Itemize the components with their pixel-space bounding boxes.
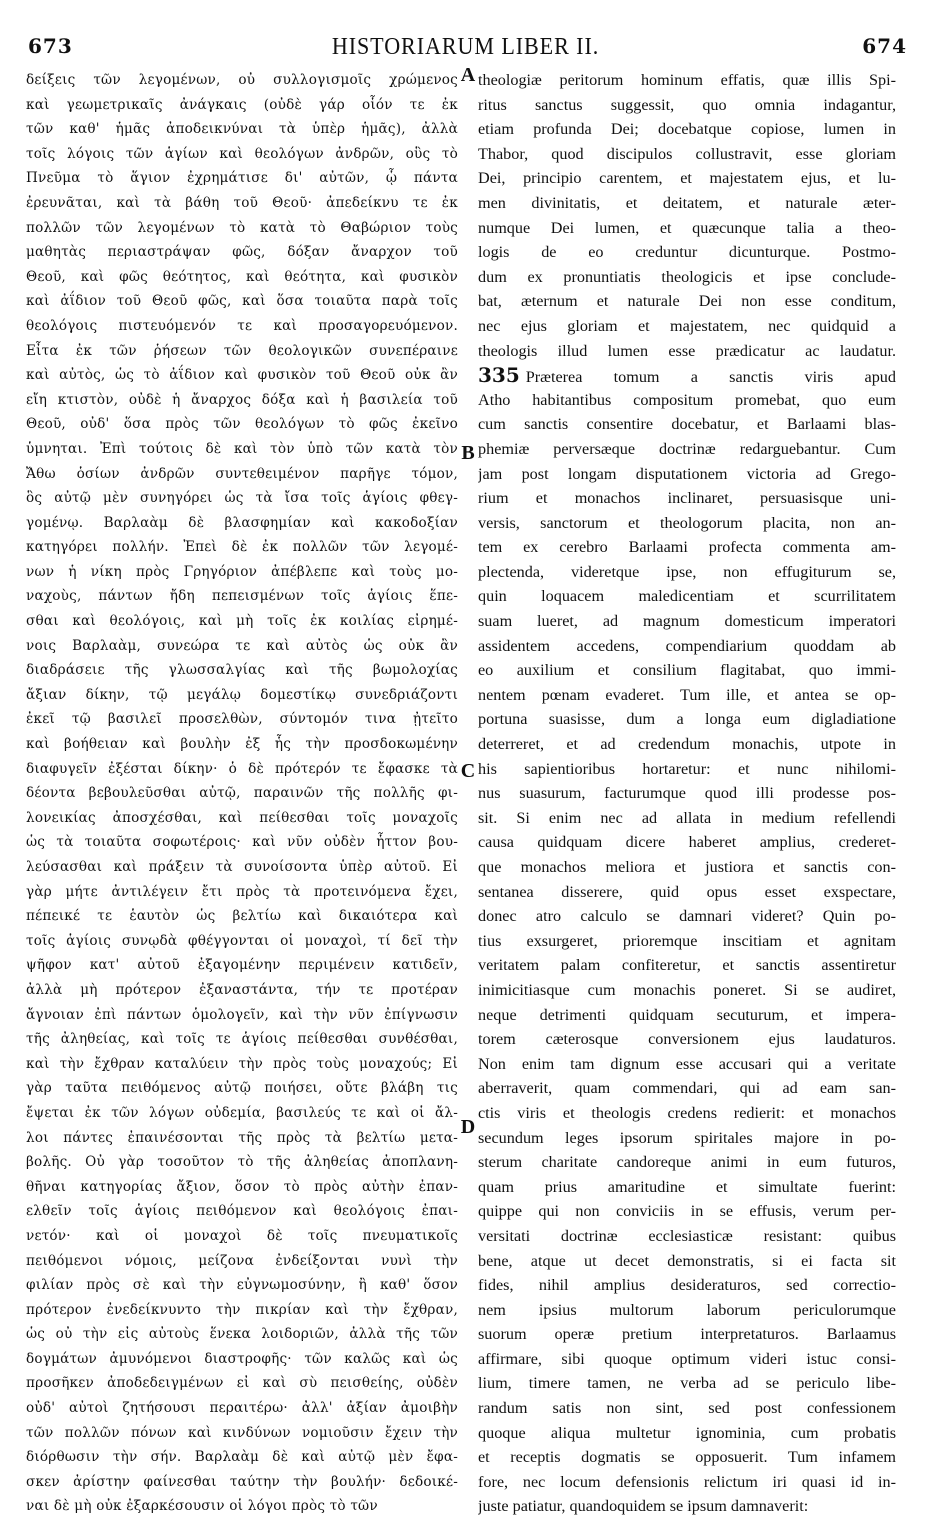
- greek-text: Εἶτα ἐκ τῶν ῥήσεων τῶν θεολογικῶν συνεπέραινε: [26, 342, 458, 359]
- greek-line: [26, 1347, 458, 1372]
- latin-line: [478, 904, 896, 929]
- greek-text: σκεν ἀρίστην φαίνεσθαι ταύτην τὴν βουλήν· δεδοικέ-: [26, 1473, 458, 1490]
- latin-text: ritus sanctus suggessit, quo omnia indagantur,: [478, 95, 896, 114]
- greek-text: διαφυγεῖν ἐξέσται δίκην· ὁ δὲ πρότερόν τε ἔφασκε τὰ: [26, 760, 458, 777]
- latin-text: sterum charitate candoreque animi in eum futuros,: [478, 1153, 896, 1172]
- greek-text: γομένῳ. Βαρλαὰμ δὲ βλασφημίαν καὶ κακοδοξίαν: [26, 514, 458, 531]
- latin-column: [478, 68, 896, 1519]
- latin-text: plectenda, videretque ipse, non effugiturum se,: [478, 562, 896, 581]
- greek-line: [26, 1494, 458, 1519]
- greek-line: [26, 240, 458, 265]
- latin-line: [478, 240, 896, 265]
- latin-line: [478, 314, 896, 339]
- greek-text: Θεοῦ, οὐδ' ὅσα πρὸς τῶν θεολόγων τὸ φῶς ἐκεῖνο: [26, 416, 458, 433]
- greek-line: [26, 191, 458, 216]
- latin-line: [478, 289, 896, 314]
- greek-text: τῶν καθ' ἡμᾶς ἀποδεικνύναι τὰ ὑπὲρ ἡμᾶς), ἀλλὰ: [26, 121, 458, 138]
- latin-text: tem ex cerebro Barlaami profecta commenta am-: [478, 538, 896, 557]
- latin-line: [478, 929, 896, 954]
- latin-text: que monachos meliora et justiora et sanctis con-: [478, 858, 896, 876]
- greek-line: [26, 830, 458, 855]
- greek-text: καὶ τὴν ἔχθραν καταλύειν τὴν πρὸς τοὺς μοναχούς; Εἰ: [26, 1055, 458, 1072]
- latin-line: [478, 1347, 896, 1372]
- greek-text: Ἄθω ὁσίων ἀνδρῶν συντεθειμένον παρῆγε τόμον,: [26, 465, 458, 482]
- latin-line: [478, 191, 896, 216]
- latin-text: tius exsurgeret, prioremque inscitiam et agnitam: [478, 931, 896, 950]
- greek-text: ἐρευνᾶται, καὶ τὰ βάθη τοῦ Θεοῦ· ἀπεδείκνυ τε ἐκ: [26, 194, 458, 211]
- latin-line: [478, 978, 896, 1003]
- latin-text: his sapientioribus hortaretur: et nunc nihilomi-: [478, 759, 896, 778]
- greek-line: [26, 658, 458, 683]
- latin-line: [478, 68, 896, 93]
- greek-line: [26, 880, 458, 905]
- greek-text: ἔψεται ἐκ τῶν λόγων οὐδεμία, βασιλεύς τε καὶ οἱ ἄλ-: [26, 1104, 458, 1121]
- latin-line: [478, 93, 896, 118]
- greek-text: ναι δὲ μὴ οὐκ ἐξαρκέσουσιν οἱ λόγοι πρὸς τὸ τῶν: [26, 1498, 378, 1515]
- greek-line: [26, 1322, 458, 1347]
- greek-text: λονεικίας ἀποσχέσθαι, καὶ πείθεσθαι τοῖς μοναχοῖς: [26, 809, 458, 826]
- greek-line: [26, 1298, 458, 1323]
- latin-line: [478, 166, 896, 191]
- greek-line: [26, 1027, 458, 1052]
- latin-line: [478, 1224, 896, 1249]
- greek-text: Θεοῦ, καὶ φῶς θεότητος, καὶ θεότητα, καὶ φυσικὸν: [26, 268, 458, 285]
- greek-line: [26, 1076, 458, 1101]
- greek-line: [26, 462, 458, 487]
- latin-text: ctis viris et theologis credens redierit: et monachos: [478, 1103, 896, 1122]
- greek-text: μαθητὰς περιαστράψαν φῶς, δόξαν ἄναρχον τοῦ: [26, 244, 458, 261]
- latin-text: theologiæ peritorum hominum effatis, quæ illis Spi-: [478, 71, 896, 89]
- greek-text: λοι πάντες ἐπαινέσονται τῆς πρὸς τὰ βελτίω μετα-: [26, 1129, 458, 1146]
- greek-text: ὃς αὐτῷ μὲν συνηγόρει ὡς τὰ ἴσα τοῖς ἁγίοις φθεγ-: [26, 490, 458, 507]
- greek-line: [26, 781, 458, 806]
- greek-line: [26, 68, 458, 93]
- latin-line: [478, 117, 896, 142]
- latin-text: sit. Si enim nec ad allata in medium refellendi: [478, 808, 896, 827]
- latin-text: Atho habitantibus compositum promebat, quo eum: [478, 390, 896, 409]
- greek-line: [26, 93, 458, 118]
- latin-text: randum satis non sint, sed post confessionem: [478, 1399, 896, 1418]
- greek-line: [26, 929, 458, 954]
- latin-line: [478, 363, 896, 388]
- latin-text: fore, nec locum defensionis relictum iri quasi id in-: [478, 1472, 896, 1491]
- latin-line: [478, 437, 896, 462]
- latin-line: [478, 855, 896, 880]
- latin-text: Præterea tomum a sanctis viris apud: [525, 368, 896, 387]
- greek-text: πέπεικέ τε ἑαυτὸν ὡς βελτίω καὶ δικαιότερα καὶ: [26, 908, 458, 925]
- page-number-right: 674: [862, 34, 907, 58]
- greek-line: [26, 535, 458, 560]
- latin-text: suam lueret, ad magnum domesticum imperatori: [478, 612, 896, 631]
- greek-line: [26, 560, 458, 585]
- latin-line: [478, 265, 896, 290]
- latin-text: secundum leges ipsorum spiritales majore in po-: [478, 1128, 896, 1147]
- greek-line: [26, 486, 458, 511]
- greek-text: ψῆφον κατ' αὐτοῦ ἐξαγομένην περιμένειν κατιδεῖν,: [26, 957, 458, 974]
- greek-line: [26, 1470, 458, 1495]
- latin-text: versitati doctrinæ ecclesiasticæ resistant: quibus: [478, 1226, 896, 1245]
- greek-text: βολῆς. Οὐ γὰρ τοσοῦτον τὸ τῆς ἀληθείας ἀποπλανη-: [26, 1154, 458, 1171]
- latin-line: [478, 584, 896, 609]
- latin-line: [478, 781, 896, 806]
- greek-line: [26, 314, 458, 339]
- greek-line: [26, 1371, 458, 1396]
- greek-text: φιλίαν πρὸς σὲ καὶ τὴν εὐγνωμοσύνην, ἢ καθ' ὅσον: [26, 1277, 458, 1294]
- latin-line: [478, 1396, 896, 1421]
- greek-text: καὶ γεωμετρικαῖς ἀνάγκαις (οὐδὲ γάρ οἷόν τε ἐκ: [26, 96, 458, 113]
- latin-line: [478, 609, 896, 634]
- latin-text: Dei, principio carentem, et majestatem ejus, et lu-: [478, 169, 896, 188]
- latin-line: [478, 1101, 896, 1126]
- greek-line: [26, 388, 458, 413]
- greek-line: [26, 265, 458, 290]
- latin-text: et receptis dogmatis se opposuerit. Tum infamem: [478, 1448, 896, 1467]
- greek-line: [26, 412, 458, 437]
- latin-line: [478, 1421, 896, 1446]
- greek-line: [26, 1445, 458, 1470]
- latin-line: [478, 1273, 896, 1298]
- greek-line: [26, 584, 458, 609]
- greek-line: [26, 683, 458, 708]
- greek-text: οὐδ' αὐτοὶ ζητήσουσι περαιτέρω· ἀλλ' ἀξίαν ἀμοιβὴν: [26, 1400, 458, 1417]
- latin-line: [478, 880, 896, 905]
- greek-text: τοῖς λόγοις τῶν ἁγίων καὶ θεολόγων ἀνδρῶν, οὓς τὸ: [26, 145, 458, 162]
- latin-line: [478, 1175, 896, 1200]
- greek-text: ἐκεῖ τῷ βασιλεῖ προσελθὼν, σύντομόν τινα ᾐτεῖτο: [26, 711, 458, 728]
- latin-text: affirmare, sibi quoque optimum videri istuc consi-: [478, 1349, 896, 1368]
- greek-line: [26, 1421, 458, 1446]
- greek-line: [26, 1150, 458, 1175]
- latin-line: [478, 388, 896, 413]
- greek-line: [26, 1126, 458, 1151]
- latin-text: quoque aliqua multetur ignominia, cum probatis: [478, 1423, 896, 1442]
- greek-line: [26, 216, 458, 241]
- greek-text: νετόν· καὶ οἱ μοναχοὶ δὲ τοῖς πνευματικοῖς: [26, 1227, 458, 1244]
- greek-line: [26, 1101, 458, 1126]
- latin-text: quin loquacem maledicentiam et scurrilitatem: [478, 587, 896, 606]
- latin-line: [478, 1052, 896, 1077]
- page-header: [0, 34, 931, 64]
- latin-text: rium et monachos inclinaret, persuasisque uni-: [478, 489, 896, 508]
- latin-line: [478, 560, 896, 585]
- greek-line: [26, 1175, 458, 1200]
- latin-text: deterreret, et ad credendum monachis, utpote in: [478, 735, 896, 754]
- latin-text: bat, æternum et naturale Dei non esse conditum,: [478, 292, 896, 311]
- latin-text: etiam profunda Dei; docebatque copiose, lumen in: [478, 120, 896, 139]
- latin-text: nec ejus gloriam et majestatem, nec quidquid a: [478, 316, 896, 335]
- greek-text: δέοντα βεβουλεῦσθαι αὐτῷ, παραινῶν τῆς πολλῆς φι-: [26, 785, 458, 802]
- greek-line: [26, 1273, 458, 1298]
- greek-text: γὰρ μήτε ἀντιλέγειν ἔτι πρὸς τὰ προτεινόμενα ἔχει,: [26, 883, 458, 900]
- greek-column: [26, 68, 458, 1519]
- greek-line: [26, 904, 458, 929]
- running-title: HISTORIARUM LIBER II.: [331, 34, 600, 60]
- greek-line: [26, 1396, 458, 1421]
- latin-text: quam prius amaritudine et simultate fuerint:: [478, 1177, 896, 1196]
- latin-text: inimicitiasque cum monachis poneret. Si se audiret,: [478, 980, 896, 999]
- greek-line: [26, 1052, 458, 1077]
- greek-line: [26, 363, 458, 388]
- latin-line: [478, 1322, 896, 1347]
- latin-text: sentanea disserere, quid opus esset exspectare,: [478, 882, 896, 901]
- greek-text: ὑμνηται. Ἐπὶ τούτοις δὲ καὶ τὸν ὑπὸ τῶν κατὰ τὸν: [26, 440, 458, 457]
- latin-text: Non enim tam dignum esse accusari qui a veritate: [478, 1054, 896, 1073]
- greek-line: [26, 117, 458, 142]
- greek-text: θῆναι κατηγορίας ἄξιον, ὅσον τὸ πρὸς αὐτὴν ἐπαν-: [26, 1178, 458, 1195]
- greek-text: θεολόγοις πιστευόμενόν τε καὶ προσαγορευόμενον.: [26, 317, 458, 334]
- greek-line: [26, 511, 458, 536]
- greek-text: νοις Βαρλαὰμ, συνεώρα τε καὶ αὐτὸς ὡς οὐκ ἂν: [26, 637, 458, 654]
- greek-line: [26, 339, 458, 364]
- latin-line: [478, 1249, 896, 1274]
- latin-text: cum sanctis consentire docebatur, et Barlaami blas-: [478, 415, 896, 434]
- greek-text: τῶν πολλῶν πόνων καὶ κινδύνων νομιοῦσιν ἔχειν τὴν: [26, 1424, 458, 1441]
- latin-line: [478, 1126, 896, 1151]
- margin-marker-a: A: [460, 64, 476, 86]
- greek-line: [26, 1199, 458, 1224]
- greek-line: [26, 1003, 458, 1028]
- margin-marker-b: B: [461, 442, 475, 464]
- latin-line: [478, 511, 896, 536]
- greek-text: εἴη κτιστὸν, οὐδὲ ἡ ἄναρχος δόξα καὶ ἡ βασιλεία τοῦ: [26, 391, 458, 408]
- latin-line: [478, 462, 896, 487]
- greek-text: ὡς τὰ τοιαῦτα σοφωτέροις· καὶ νῦν οὐδὲν ἧττον βου-: [26, 834, 458, 851]
- greek-text: σθαι καὶ θεολόγοις, καὶ μὴ τοῖς ἐκ κοιλίας εἰρημέ-: [26, 613, 458, 630]
- latin-text: jam post longam disputationem victoria ad Grego-: [478, 464, 896, 483]
- greek-text: λεύσασθαι καὶ πράξειν τὰ συνοίσοντα ὑπὲρ αὐτοῦ. Εἰ: [26, 859, 458, 875]
- margin-marker-c: C: [460, 760, 476, 782]
- latin-text: versis, sanctorum et theologorum placita, non an-: [478, 513, 896, 532]
- latin-text: quippe qui non conviciis in se effusis, verum per-: [478, 1202, 896, 1221]
- latin-line: [478, 707, 896, 732]
- greek-text: διαδράσειε τῆς γλωσσαλγίας καὶ τῆς βωμολοχίας: [26, 662, 458, 679]
- latin-text: Thabor, quod discipulos collustravit, esse gloriam: [478, 144, 896, 163]
- latin-text: numque Dei lumen, et quæcunque talia a theo-: [478, 218, 896, 237]
- latin-text: portuna suasisse, dum a longa eum digladiatione: [478, 710, 896, 729]
- latin-line: [478, 1027, 896, 1052]
- latin-text: assidentem accedens, compendiarium quoddam ab: [478, 636, 896, 655]
- latin-text: bene, atque ut decet demonstratis, si ei facta sit: [478, 1251, 896, 1270]
- latin-line: [478, 535, 896, 560]
- latin-text: phemiæ perversæque doctrinæ redarguebantur. Cum: [478, 439, 896, 458]
- latin-line: [478, 142, 896, 167]
- margin-marker-d: D: [460, 1116, 476, 1138]
- greek-line: [26, 978, 458, 1003]
- latin-line: [478, 1445, 896, 1470]
- greek-text: προσῆκεν ἀποδεδειγμένων εἰ καὶ σὺ πεισθείης, οὐδὲν: [26, 1375, 458, 1392]
- latin-line: [478, 658, 896, 683]
- latin-line: [478, 412, 896, 437]
- latin-line: [478, 216, 896, 241]
- latin-text: suorum operæ pretium interpretaturos. Barlaamus: [478, 1325, 896, 1344]
- latin-line: [478, 1494, 896, 1519]
- greek-text: δείξεις τῶν λεγομένων, οὐ συλλογισμοῖς χρώμενος: [26, 72, 458, 88]
- greek-line: [26, 437, 458, 462]
- latin-text: logis de eo creduntur dicunturque. Postmo-: [478, 243, 896, 262]
- latin-text: neque detrimenti quidquam secuturum, et impera-: [478, 1005, 896, 1024]
- latin-line: [478, 1199, 896, 1224]
- latin-text: nem ipsius multorum laborum periculorumque: [478, 1300, 896, 1319]
- latin-text: men divinitatis, et deitatem, et naturale æter-: [478, 193, 896, 212]
- greek-text: καὶ ἀΐδιον τοῦ Θεοῦ φῶς, καὶ ὅσα τοιαῦτα παρὰ τοῖς: [26, 293, 458, 310]
- latin-text: aberraverit, quam commendari, qui ad eam san-: [478, 1079, 896, 1098]
- latin-line: [478, 1150, 896, 1175]
- latin-line: [478, 1003, 896, 1028]
- section-number: 335: [478, 363, 520, 388]
- latin-line: [478, 1076, 896, 1101]
- latin-line: [478, 486, 896, 511]
- greek-text: κατηγόρει πολλήν. Ἐπεὶ δὲ ἐκ πολλῶν τῶν λεγομέ-: [26, 539, 458, 556]
- greek-line: [26, 732, 458, 757]
- latin-line: [478, 1371, 896, 1396]
- greek-text: ἄξιαν δίκην, τῷ μεγάλῳ δομεστίκῳ συνεδριάζοντι: [26, 686, 458, 703]
- latin-line: [478, 830, 896, 855]
- greek-text: δογμάτων ἀμυνόμενοι διαστροφῆς· τῶν καλῶς καὶ ὡς: [26, 1350, 458, 1367]
- greek-text: πειθόμενοι νόμοις, μείζονα ἐνδείξονται νυνὶ τὴν: [26, 1252, 458, 1269]
- greek-line: [26, 757, 458, 782]
- latin-text: nus suasurum, facturumque quod illi prodesse pos-: [478, 784, 896, 803]
- latin-line: [478, 339, 896, 364]
- latin-line: [478, 732, 896, 757]
- page-number-left: 673: [28, 34, 73, 58]
- latin-line: [478, 1298, 896, 1323]
- latin-text: eo auxilium et consilium flagitabat, quo immi-: [478, 661, 896, 680]
- greek-text: ἄγνοιαν ἐπὶ πάντων ὁμολογεῖν, καὶ τὴν νῦν ἐπίγνωσιν: [26, 1006, 458, 1023]
- latin-text: veritatem palam confiteretur, et sanctis assentiretur: [478, 956, 896, 975]
- latin-text: torem cæterosque conversionem ejus laudaturos.: [478, 1030, 896, 1049]
- greek-line: [26, 953, 458, 978]
- greek-line: [26, 855, 458, 880]
- greek-text: διόρθωσιν τὴν σήν. Βαρλαὰμ δὲ καὶ αὐτῷ μὲν ἔφα-: [26, 1449, 458, 1466]
- greek-text: ελθεῖν τοῖς ἁγίοις πειθόμενον καὶ θεολόγοις ἐπαι-: [26, 1203, 458, 1220]
- greek-line: [26, 166, 458, 191]
- greek-text: Πνεῦμα τὸ ἅγιον ἐχρημάτισε δι' αὐτῶν, ᾧ πάντα: [26, 170, 458, 187]
- greek-text: νων ἡ νίκη πρὸς Γρηγόριον ἀπέβλεπε καὶ τοὺς μο-: [26, 563, 458, 580]
- greek-text: πολλῶν τῶν λεγομένων τὸ κατὰ τὸ Θαβώριον τοὺς: [26, 219, 458, 236]
- greek-text: τῆς ἀληθείας, καὶ τοῖς τε ἁγίοις πείθεσθαι συνθέσθαι,: [26, 1031, 458, 1048]
- greek-line: [26, 634, 458, 659]
- greek-line: [26, 707, 458, 732]
- greek-text: ναχοὺς, πάντων ἤδη πεπεισμένων τοῖς ἁγίοις ἕπε-: [26, 588, 458, 605]
- greek-line: [26, 142, 458, 167]
- latin-line: [478, 953, 896, 978]
- latin-line: [478, 1470, 896, 1495]
- latin-text: theologis illud lumen esse prædicatur ac laudatur.: [478, 341, 896, 360]
- latin-text: fides, nihil amplius desideraturos, sed correctio-: [478, 1276, 896, 1295]
- latin-text: lium, timere tamen, ne verba ad se periculo libe-: [478, 1374, 896, 1393]
- greek-line: [26, 1249, 458, 1274]
- greek-text: ἀλλὰ μὴ πρότερον ἐξαναστάντα, τήν τε προτέραν: [26, 981, 458, 998]
- latin-line: [478, 757, 896, 782]
- greek-text: γὰρ ταῦτα πειθόμενος αὐτῷ ποιήσει, οὔτε βλάβη τις: [26, 1080, 458, 1097]
- greek-line: [26, 1224, 458, 1249]
- latin-text: nentem pœnam evaderet. Tum ille, et antea se op-: [478, 685, 896, 704]
- greek-text: καὶ βοήθειαν καὶ βουλὴν ἐξ ἧς τὴν προσδοκωμένην: [26, 736, 458, 753]
- latin-text: dum ex pronuntiatis theologicis et ipse conclude-: [478, 267, 896, 286]
- greek-line: [26, 609, 458, 634]
- greek-line: [26, 289, 458, 314]
- greek-line: [26, 806, 458, 831]
- latin-text: donec atro calculo se damnari videret? Quin po-: [478, 907, 896, 926]
- latin-line: [478, 806, 896, 831]
- latin-text: juste patiatur, quandoquidem se ipsum damnaverit:: [478, 1497, 809, 1516]
- greek-text: καὶ αὐτὸς, ὡς τὸ ἀΐδιον καὶ φυσικὸν τοῦ Θεοῦ οὐκ ἂν: [26, 367, 458, 384]
- latin-line: [478, 683, 896, 708]
- latin-line: [478, 634, 896, 659]
- greek-text: ὡς οὐ τὴν εἰς αὐτοὺς ἕνεκα λοιδοριῶν, ἀλλὰ τῆς τῶν: [26, 1326, 458, 1343]
- latin-text: causa quidquam dicere haberet amplius, crederet-: [478, 833, 896, 852]
- greek-text: τοῖς ἁγίοις συνῳδὰ φθέγγονται οἱ μοναχοὶ, τί δεῖ τὴν: [26, 932, 458, 949]
- greek-text: πρότερον ἐνεδείκνυντο τὴν πικρίαν καὶ τὴν ἔχθραν,: [26, 1301, 458, 1318]
